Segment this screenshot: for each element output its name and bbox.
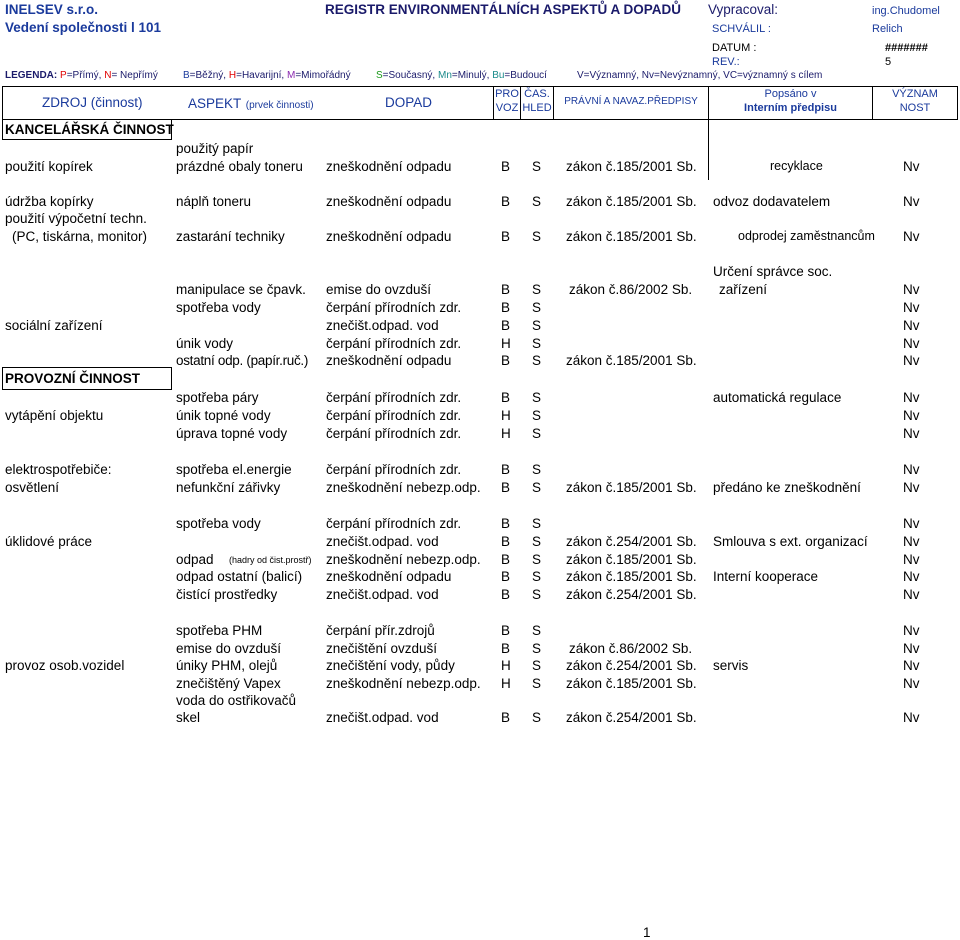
cell-cas: S xyxy=(532,516,542,531)
cell-vyznam: Nv xyxy=(903,641,920,656)
legend-b-key: B xyxy=(183,70,190,81)
vypracoval-label: Vypracoval: xyxy=(708,2,779,17)
cell-cas: S xyxy=(532,229,542,244)
cell-pro: H xyxy=(501,658,511,673)
cell-aspekt: spotřeba vody xyxy=(176,300,261,315)
cell-vyznam: Nv xyxy=(903,194,920,209)
cell-dopad: zneškodnění odpadu xyxy=(326,353,452,368)
cell-aspekt: spotřeba el.energie xyxy=(176,462,292,477)
legend-bu-key: Bu xyxy=(492,70,505,81)
company-name: INELSEV s.r.o. xyxy=(5,2,99,17)
cell-cas: S xyxy=(532,623,542,638)
kancelar-left-border xyxy=(2,119,3,140)
cell-cas: S xyxy=(532,710,542,725)
cell-dopad: znečišt.odpad. vod xyxy=(326,587,439,602)
cell-zdroj: (PC, tiskárna, monitor) xyxy=(12,229,148,244)
cell-pravni: zákon č.185/2001 Sb. xyxy=(566,194,697,209)
legend-p-key: P xyxy=(60,70,67,81)
cell-pro: B xyxy=(501,516,511,531)
col-header-popsano-1: Popsáno v xyxy=(764,88,817,100)
cell-pravni: zákon č.86/2002 Sb. xyxy=(569,641,693,656)
cell-popsano: Interní kooperace xyxy=(713,569,819,584)
legend-h-key: H xyxy=(228,70,237,81)
cell-vyznam: Nv xyxy=(903,480,920,495)
cell-dopad: zneškodnění odpadu xyxy=(326,569,452,584)
cell-cas: S xyxy=(532,318,542,333)
cell-cas: S xyxy=(532,480,542,495)
cell-dopad: zneškodnění nebezp.odp. xyxy=(326,552,481,567)
cell-dopad: zneškodnění nebezp.odp. xyxy=(326,480,481,495)
cell-aspekt: zastarání techniky xyxy=(176,229,285,244)
cell-zdroj: použití kopírek xyxy=(5,159,93,174)
legend-m-text: =Mimořádný xyxy=(295,70,351,81)
col-border-0 xyxy=(2,86,3,120)
provozni-bottom-border xyxy=(2,389,172,390)
cell-pro: B xyxy=(501,300,511,315)
cell-cas: S xyxy=(532,282,542,297)
legend-mn-key: Mn xyxy=(437,70,452,81)
legend-group-3 xyxy=(376,70,547,81)
legend-s-key: S xyxy=(376,70,383,81)
cell-pravni: zákon č.185/2001 Sb. xyxy=(566,552,697,567)
page-number: 1 xyxy=(643,925,651,940)
section-kancelar: KANCELÁŘSKÁ ČINNOST xyxy=(5,122,174,137)
cell-aspekt: čistící prostředky xyxy=(176,587,278,602)
cell-cas: S xyxy=(532,194,542,209)
cell-cas: S xyxy=(532,552,542,567)
cell-cas: S xyxy=(532,587,542,602)
legend-group-2 xyxy=(183,70,351,81)
cell-pro: H xyxy=(501,336,511,351)
cell-cas: S xyxy=(532,426,542,441)
legend-s-text: =Současný, xyxy=(382,70,438,81)
col-header-aspekt-sub: (prvek činnosti) xyxy=(245,100,314,111)
col-header-pro-1: PRO xyxy=(495,88,519,100)
cell-pravni: zákon č.254/2001 Sb. xyxy=(566,658,697,673)
cell-aspekt: prázdné obaly toneru xyxy=(176,159,303,174)
cell-zdroj: elektrospotřebiče: xyxy=(5,462,112,477)
cell-aspekt: spotřeba vody xyxy=(176,516,261,531)
cell-cas: S xyxy=(532,462,542,477)
cell-aspekt: emise do ovzduší xyxy=(176,641,282,656)
cell-pro: H xyxy=(501,426,511,441)
rev-label: REV.: xyxy=(712,56,740,68)
cell-pravni: zákon č.185/2001 Sb. xyxy=(566,480,697,495)
cell-vyznam: Nv xyxy=(903,623,920,638)
cell-vyznam: Nv xyxy=(903,569,920,584)
cell-zdroj: provoz osob.vozidel xyxy=(5,658,125,673)
legend-mn-text: =Minulý, xyxy=(451,70,493,81)
cell-vyznam: Nv xyxy=(903,408,920,423)
cell-popsano: předáno ke zneškodnění xyxy=(713,480,861,495)
cell-pravni: zákon č.86/2002 Sb. xyxy=(569,282,693,297)
vypracoval-value: ing.Chudomel xyxy=(872,5,940,17)
cell-pravni: zákon č.185/2001 Sb. xyxy=(566,676,697,691)
cell-cas: S xyxy=(532,300,542,315)
schvalil-label: SCHVÁLIL : xyxy=(712,23,771,35)
cell-pro: B xyxy=(501,569,511,584)
cell-aspekt: spotřeba PHM xyxy=(176,623,263,638)
cell-aspekt: znečištěný Vapex xyxy=(176,676,281,691)
cell-cas: S xyxy=(532,336,542,351)
cell-cas: S xyxy=(532,534,542,549)
col-header-aspekt-main: ASPEKT xyxy=(188,96,242,111)
cell-pro: B xyxy=(501,282,511,297)
cell-dopad: znečištění ovzduší xyxy=(326,641,438,656)
legend-v-text: V=Významný, Nv=Nevýznamný, VC=významný s cílem xyxy=(577,70,823,81)
cell-popsano: odvoz dodavatelem xyxy=(713,194,831,209)
cell-dopad: zneškodnění nebezp.odp. xyxy=(326,676,481,691)
cell-dopad: znečišt.odpad. vod xyxy=(326,534,439,549)
legend-m-key: M xyxy=(286,70,296,81)
datum-value: ####### xyxy=(885,42,928,54)
cell-aspekt: úniky PHM, olejů xyxy=(176,658,278,673)
legend-n-text: = Nepřímý xyxy=(111,70,158,81)
schvalil-value: Relich xyxy=(872,23,903,35)
col-header-vyznam-2: NOST xyxy=(899,102,931,114)
cell-cas: S xyxy=(532,641,542,656)
cell-aspekt: odpad ostatní (balicí) xyxy=(176,569,303,584)
cell-cas: S xyxy=(532,658,542,673)
cell-dopad: čerpání přírodních zdr. xyxy=(326,390,462,405)
cell-vyznam: Nv xyxy=(903,587,920,602)
cell-pro: B xyxy=(501,353,511,368)
cell-vyznam: Nv xyxy=(903,710,920,725)
cell-dopad: čerpání přírodních zdr. xyxy=(326,300,462,315)
cell-dopad: čerpání přírodních zdr. xyxy=(326,462,462,477)
cell-pro: B xyxy=(501,229,511,244)
datum-label: DATUM : xyxy=(712,42,757,54)
legend-h-text: =Havarijní, xyxy=(236,70,287,81)
cell-pro: B xyxy=(501,641,511,656)
cell-dopad: čerpání přír.zdrojů xyxy=(326,623,435,638)
cell-popsano: zařízení xyxy=(719,282,768,297)
cell-cas: S xyxy=(532,353,542,368)
rev-value: 5 xyxy=(885,56,892,68)
cell-aspekt: spotřeba páry xyxy=(176,390,259,405)
cell-zdroj: vytápění objektu xyxy=(5,408,104,423)
cell-dopad: čerpání přírodních zdr. xyxy=(326,408,462,423)
cell-aspekt: nefunkční zářivky xyxy=(176,480,281,495)
cell-zdroj: úklidové práce xyxy=(5,534,93,549)
cell-pravni: zákon č.185/2001 Sb. xyxy=(566,159,697,174)
col-header-pro-2: VOZ xyxy=(495,102,519,114)
kancelar-bottom-border xyxy=(2,139,172,140)
cell-dopad: čerpání přírodních zdr. xyxy=(326,336,462,351)
cell-vyznam: Nv xyxy=(903,390,920,405)
legend-n-key: N xyxy=(104,70,112,81)
cell-aspekt: náplň toneru xyxy=(176,194,252,209)
cell-pravni: zákon č.254/2001 Sb. xyxy=(566,710,697,725)
section-provozni: PROVOZNÍ ČINNOST xyxy=(5,371,141,386)
cell-vyznam: Nv xyxy=(903,462,920,477)
provozni-right-border xyxy=(171,367,172,390)
col-border-end xyxy=(957,86,958,120)
provozni-left-border xyxy=(2,367,3,390)
cell-pravni: zákon č.185/2001 Sb. xyxy=(566,229,697,244)
cell-dopad: čerpání přírodních zdr. xyxy=(326,426,462,441)
col-header-cas-2: HLED xyxy=(522,102,552,114)
cell-popsano: Smlouva s ext. organizací xyxy=(713,534,868,549)
col-border-popsano xyxy=(708,86,709,180)
cell-pro: B xyxy=(501,159,511,174)
cell-aspekt-note: (hadry od čist.prostř) xyxy=(229,555,312,565)
cell-popsano: servis xyxy=(713,658,749,673)
cell-aspekt: úprava topné vody xyxy=(176,426,288,441)
cell-popsano: odprodej zaměstnancům xyxy=(738,229,875,243)
cell-pro: B xyxy=(501,710,511,725)
department: Vedení společnosti l 101 xyxy=(5,20,162,35)
cell-popsano: Určení správce soc. xyxy=(713,264,833,279)
cell-pro: B xyxy=(501,194,511,209)
cell-cas: S xyxy=(532,408,542,423)
cell-vyznam: Nv xyxy=(903,159,920,174)
cell-pro: B xyxy=(501,318,511,333)
cell-cas: S xyxy=(532,569,542,584)
cell-vyznam: Nv xyxy=(903,336,920,351)
cell-aspekt: únik vody xyxy=(176,336,234,351)
cell-vyznam: Nv xyxy=(903,658,920,673)
cell-pravni: zákon č.254/2001 Sb. xyxy=(566,534,697,549)
col-header-popsano-2: Interním předpisu xyxy=(744,102,837,114)
cell-pro: B xyxy=(501,623,511,638)
cell-cas: S xyxy=(532,159,542,174)
cell-zdroj: údržba kopírky xyxy=(5,194,94,209)
cell-dopad: znečištění vody, půdy xyxy=(326,658,455,673)
cell-popsano: recyklace xyxy=(770,159,823,173)
cell-pro: B xyxy=(501,480,511,495)
cell-vyznam: Nv xyxy=(903,516,920,531)
cell-zdroj: osvětlení xyxy=(5,480,60,495)
cell-aspekt: skel xyxy=(176,710,201,725)
legend-label: LEGENDA: xyxy=(5,70,58,81)
cell-aspekt: odpad xyxy=(176,552,214,567)
cell-dopad: zneškodnění odpadu xyxy=(326,229,452,244)
legend-bu-text: =Budoucí xyxy=(504,70,547,81)
header-top-border xyxy=(2,86,958,87)
cell-aspekt: manipulace se čpavk. xyxy=(176,282,306,297)
cell-zdroj: sociální zařízení xyxy=(5,318,103,333)
cell-zdroj: použití výpočetní techn. xyxy=(5,211,147,226)
cell-vyznam: Nv xyxy=(903,426,920,441)
cell-pro: B xyxy=(501,534,511,549)
cell-aspekt: použitý papír xyxy=(176,141,254,156)
cell-pravni: zákon č.185/2001 Sb. xyxy=(566,353,697,368)
cell-vyznam: Nv xyxy=(903,534,920,549)
cell-dopad: emise do ovzduší xyxy=(326,282,432,297)
legend-b-text: =Běžný, xyxy=(189,70,229,81)
col-header-pravni: PRÁVNÍ A NAVAZ.PŘEDPISY xyxy=(564,96,698,107)
provozni-top-border xyxy=(2,367,172,368)
cell-pravni: zákon č.254/2001 Sb. xyxy=(566,587,697,602)
cell-dopad: znečišt.odpad. vod xyxy=(326,710,439,725)
cell-pro: B xyxy=(501,552,511,567)
col-header-cas-1: ČAS. xyxy=(524,88,550,100)
cell-vyznam: Nv xyxy=(903,552,920,567)
cell-dopad: zneškodnění odpadu xyxy=(326,194,452,209)
cell-pro: H xyxy=(501,676,511,691)
cell-pro: B xyxy=(501,390,511,405)
col-header-dopad: DOPAD xyxy=(385,95,433,110)
cell-popsano: automatická regulace xyxy=(713,390,842,405)
cell-vyznam: Nv xyxy=(903,300,920,315)
cell-pravni: zákon č.185/2001 Sb. xyxy=(566,569,697,584)
cell-pro: B xyxy=(501,462,511,477)
cell-vyznam: Nv xyxy=(903,229,920,244)
cell-pro: H xyxy=(501,408,511,423)
cell-pro: B xyxy=(501,587,511,602)
header-bottom-border xyxy=(2,119,958,120)
cell-cas: S xyxy=(532,676,542,691)
cell-vyznam: Nv xyxy=(903,282,920,297)
cell-cas: S xyxy=(532,390,542,405)
cell-aspekt: únik topné vody xyxy=(176,408,271,423)
cell-aspekt: voda do ostřikovačů xyxy=(176,693,297,708)
cell-dopad: znečišt.odpad. vod xyxy=(326,318,439,333)
page-title: REGISTR ENVIRONMENTÁLNÍCH ASPEKTŮ A DOPADŮ xyxy=(325,2,682,17)
legend xyxy=(5,70,158,81)
cell-dopad: čerpání přírodních zdr. xyxy=(326,516,462,531)
col-header-aspekt xyxy=(188,95,314,113)
cell-aspekt: ostatní odp. (papír.ruč.) xyxy=(176,353,309,368)
cell-vyznam: Nv xyxy=(903,318,920,333)
cell-vyznam: Nv xyxy=(903,676,920,691)
col-header-vyznam-1: VÝZNAM xyxy=(892,88,938,100)
cell-dopad: zneškodnění odpadu xyxy=(326,159,452,174)
cell-vyznam: Nv xyxy=(903,353,920,368)
col-header-zdroj: ZDROJ (činnost) xyxy=(42,95,143,110)
legend-p-text: =Přímý, xyxy=(66,70,105,81)
